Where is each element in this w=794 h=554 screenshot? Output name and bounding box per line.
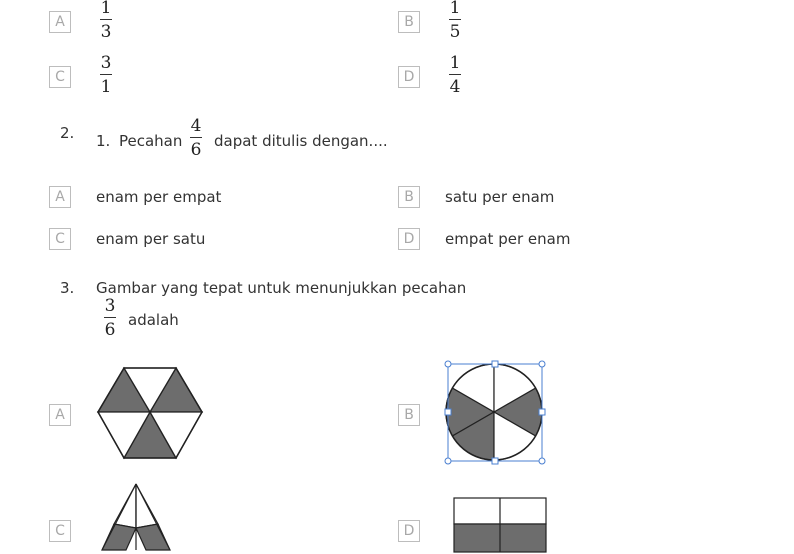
fraction-numerator: 1: [100, 0, 112, 18]
option-d-box[interactable]: D: [398, 520, 420, 542]
option-a-fraction: [96, 0, 116, 42]
fraction-denominator: 5: [449, 22, 461, 42]
option-c-text: enam per satu: [96, 230, 206, 248]
question-3-suffix: adalah: [128, 311, 179, 329]
question-3-fraction: [100, 296, 120, 340]
option-b-box[interactable]: B: [398, 11, 420, 33]
fraction-numerator: 3: [100, 53, 112, 73]
fraction-denominator: 1: [100, 77, 112, 97]
fraction-bar: [100, 74, 112, 75]
fraction-denominator: 3: [100, 22, 112, 42]
option-d-box[interactable]: D: [398, 66, 420, 88]
fraction-numerator: 3: [104, 296, 116, 316]
option-a-box[interactable]: A: [49, 11, 71, 33]
question-3-number: 3.: [60, 279, 75, 297]
fraction-bar: [449, 19, 461, 20]
fraction-denominator: 4: [449, 77, 461, 97]
fraction-numerator: 1: [449, 53, 461, 73]
option-d-text: empat per enam: [445, 230, 571, 248]
hexagon-figure: [98, 366, 202, 462]
fraction-bar: [449, 74, 461, 75]
option-b-box[interactable]: B: [398, 404, 420, 426]
option-a-box[interactable]: A: [49, 186, 71, 208]
option-c-box[interactable]: C: [49, 66, 71, 88]
question-2-fraction: [186, 116, 206, 160]
option-a-text: enam per empat: [96, 188, 222, 206]
rectangle-figure: [452, 488, 548, 552]
fraction-bar: [104, 317, 116, 318]
option-c-box[interactable]: C: [49, 228, 71, 250]
question-2-prefix: Pecahan: [119, 132, 183, 150]
fraction-bar: [100, 19, 112, 20]
option-a-box[interactable]: A: [49, 404, 71, 426]
fraction-numerator: 1: [449, 0, 461, 18]
fraction-denominator: 6: [104, 320, 116, 340]
fraction-bar: [190, 137, 202, 138]
option-b-fraction: [445, 0, 465, 42]
kite-figure: [96, 484, 176, 554]
question-3-text: Gambar yang tepat untuk menunjukkan pecahan: [96, 279, 467, 297]
fraction-numerator: 4: [190, 116, 202, 136]
fraction-denominator: 6: [190, 140, 202, 160]
option-d-fraction: [445, 53, 465, 97]
option-b-box[interactable]: B: [398, 186, 420, 208]
option-d-box[interactable]: D: [398, 228, 420, 250]
circle-figure: [446, 362, 546, 464]
option-c-fraction: [96, 53, 116, 97]
question-2-suffix: dapat ditulis dengan....: [214, 132, 388, 150]
question-2-subnumber: 1.: [96, 132, 111, 150]
option-c-box[interactable]: C: [49, 520, 71, 542]
question-2-number: 2.: [60, 124, 75, 142]
option-b-text: satu per enam: [445, 188, 555, 206]
